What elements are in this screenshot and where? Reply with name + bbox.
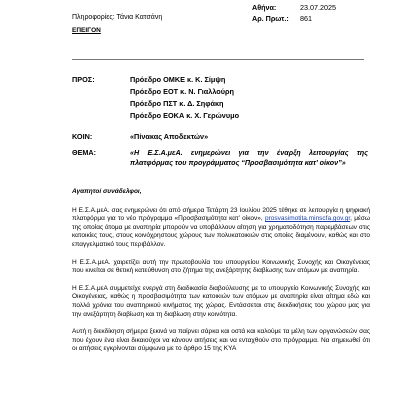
- paragraph-text: , μέσω της οποίας άτομα με αναπηρία μπορούν να υποβάλλουν αίτηση για χρηματοδότηση παρεμβάσεων στις κατοικίες τους, στους κοινόχρηστους χώρους των πολυκατοικιών στις οποίες διαμένουν, καθώς και στο επαγγελματικό τους περιβάλλον.: [72, 215, 370, 248]
- paragraph: Η Ε.Σ.Α.μεΑ συμμετείχε ενεργά στη διαδικασία διαβούλευσης με το υπουργείο Κοινωνικής Συνοχής και Οικογένειας, καθώς η προσβασιμότητα των κατοικιών των ατόμων με αναπηρία είναι αίτημα εδώ και πολλά χρόνια του αναπηρικού κινήματος της χώρας. Εντάσσεται στις διεκδικήσεις του χώρου μας για την ανεξάρτητη διαβίωση και τη διαβίωση στην κοινότητα.: [72, 284, 370, 318]
- greeting: Αγαπητοί συνάδελφοι,: [72, 188, 142, 195]
- date-row: [252, 3, 336, 14]
- protocol-label: Αρ. Πρωτ.:: [252, 14, 289, 23]
- subject-label: ΘΕΜΑ:: [72, 148, 96, 157]
- letter-body: [72, 188, 370, 363]
- subject-block: [72, 148, 368, 168]
- cc-label: ΚΟΙΝ:: [72, 132, 93, 141]
- to-label: ΠΡΟΣ:: [72, 75, 95, 84]
- cc-value: «Πίνακας Αποδεκτών»: [130, 132, 209, 141]
- paragraph: Η Ε.Σ.Α.μεΑ. χαιρετίζει αυτή την πρωτοβουλία του υπουργείου Κοινωνικής Συνοχής και Οικογένειας που κινείται σε θετική κατεύθυνση στο ζήτημα της ανεξάρτητης διαβίωσης των ατόμων με αναπηρία.: [72, 258, 370, 275]
- paragraph: [72, 207, 370, 250]
- recipient-row: [72, 75, 239, 87]
- header-divider: [72, 59, 364, 60]
- info-line: Πληροφορίες: Τάνια Κατσάνη: [72, 14, 163, 21]
- recipient-row: [72, 111, 239, 123]
- recipient-row: [72, 87, 239, 99]
- recipient: Πρόεδρο ΕΟΚΑ κ. Χ. Γερώνυμο: [130, 111, 240, 120]
- program-link[interactable]: prosvasimotita.minscfa.gov.gr: [265, 215, 351, 223]
- recipient-row: [72, 99, 239, 111]
- recipient: Πρόεδρο ΟΜΚΕ κ. Κ. Σίμψη: [130, 75, 226, 84]
- urgent-label: ΕΠΕΙΓΟΝ: [72, 27, 101, 34]
- letter-meta: [252, 3, 336, 25]
- recipients-block: [72, 75, 239, 144]
- protocol-row: [252, 14, 336, 25]
- date-value: 23.07.2025: [300, 3, 336, 12]
- subject-text: «Η Ε.Σ.Α.μεΑ. ενημερώνει για την έναρξη λειτουργίας της πλατφόρμας του προγράμματος “Προσβασιμότητα κατ’ οίκον”»: [130, 148, 368, 167]
- paragraph-text: Η Ε.Σ.Α.μεΑ. σας ενημερώνει ότι από σήμερα Τετάρτη 23 Ιουλίου 2025 τέθηκε σε λειτουργία η ψηφιακή πλατφόρμα για το νέο πρόγραμμα «Προσβασιμότητα κατ’ οίκον»,: [72, 206, 370, 223]
- date-label: Αθήνα:: [252, 3, 277, 12]
- cc-row: [72, 132, 239, 144]
- recipient: Πρόεδρο ΠΣΤ κ. Δ. Σηφάκη: [130, 99, 224, 108]
- paragraph: Αυτή η διεκδίκηση σήμερα ξεκινά να παίρνει σάρκα και οστά και καλούμε τα μέλη των οργανώσεών σας που έχουν ένα είναι δικαιούχοι να κάνουν αιτήσεις και να ενταχθούν στο πρόγραμμα. Να σημειωθεί ότι οι αιτήσεις εγκρίνονται σύμφωνα με το άρθρο 15 της ΚΥΑ: [72, 328, 370, 353]
- recipient: Πρόεδρο ΕΟΤ κ. Ν. Γιαλλούρη: [130, 87, 234, 96]
- protocol-value: 861: [300, 14, 312, 23]
